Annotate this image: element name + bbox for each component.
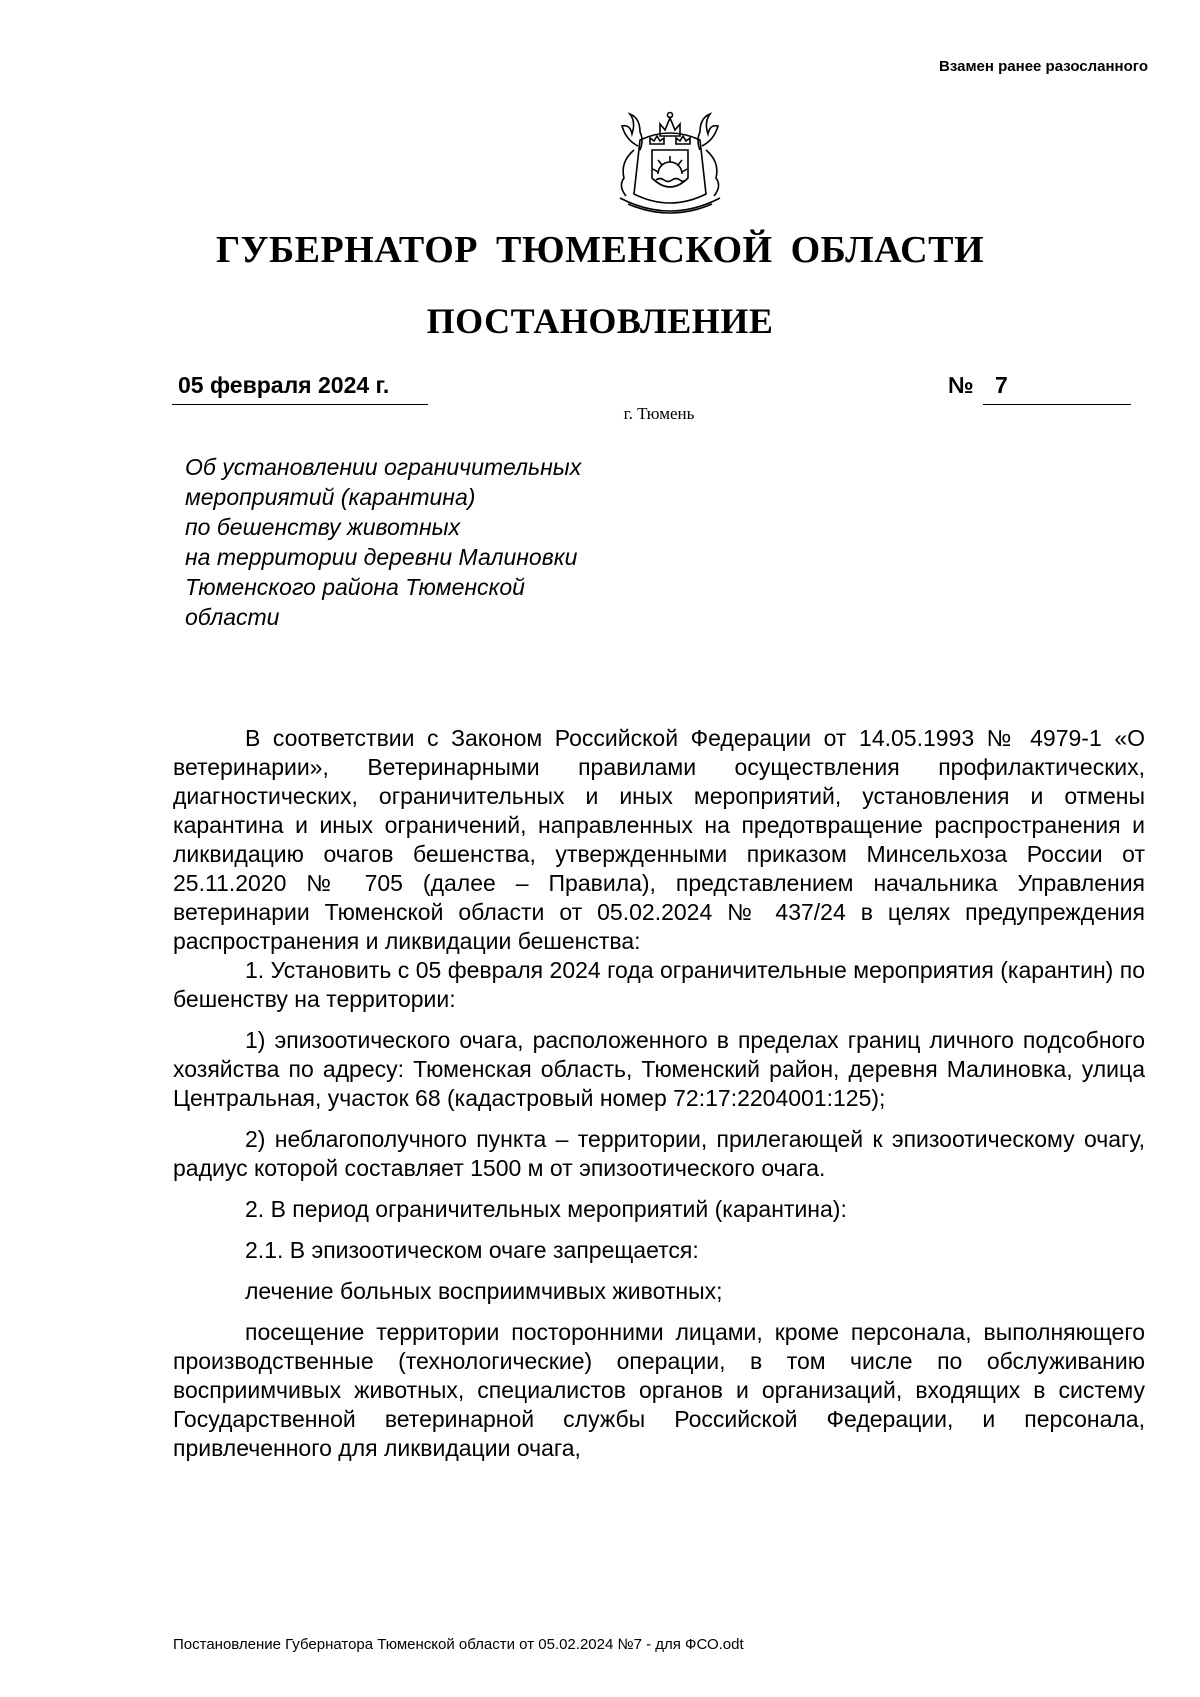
subject-line: по бешенству животных bbox=[185, 514, 461, 540]
replacement-note: Взамен ранее разосланного bbox=[939, 58, 1148, 75]
tyumen-coat-of-arms-icon bbox=[590, 106, 750, 221]
number-sign: № bbox=[948, 372, 974, 398]
body-paragraph: В соответствии с Законом Российской Федерации от 14.05.1993 № 4979-1 «О ветеринарии», Ветеринарными правилами осуществления профилактических, диагностических, ограничительных и иных мероприятий, установления и отмены карантина и иных ограничений, направленных на предотвращение распространения и ликвидацию очагов бешенства, утвержденными приказом Минсельхоза России от 25.11.2020 № 705 (далее – Правила), представлением начальника Управления ветеринарии Тюменской области от 05.02.2024 № 437/24 в целях предупреждения распространения и ликвидации бешенства: bbox=[173, 725, 1145, 954]
body-paragraph: 1. Установить с 05 февраля 2024 года ограничительные мероприятия (карантин) по бешенству на территории: bbox=[173, 957, 1145, 1012]
subject-line: Об установлении ограничительных bbox=[185, 454, 582, 480]
subject-line: области bbox=[185, 604, 280, 630]
document-number: 7 bbox=[995, 372, 1008, 398]
file-footer: Постановление Губернатора Тюменской области от 05.02.2024 №7 - для ФСО.odt bbox=[173, 1636, 744, 1653]
document-subject bbox=[185, 452, 685, 632]
subject-line: на территории деревни Малиновки bbox=[185, 544, 578, 570]
body-paragraph: лечение больных восприимчивых животных; bbox=[245, 1278, 723, 1304]
body-paragraph: 2) неблагополучного пункта – территории, прилегающей к эпизоотическому очагу, радиус которой составляет 1500 м от эпизоотического очага. bbox=[173, 1126, 1145, 1181]
date-field bbox=[172, 372, 428, 405]
body-paragraph: посещение территории посторонними лицами, кроме персонала, выполняющего производственные (технологические) операции, в том числе по обслуживанию восприимчивых животных, специалистов органов и организаций, входящих в систему Государственной ветеринарной службы Российской Федерации, и персонала, привлеченного для ликвидации очага, bbox=[173, 1319, 1145, 1461]
number-field bbox=[983, 372, 1131, 405]
document-body bbox=[173, 724, 1145, 1463]
authority-title: ГУБЕРНАТОР ТЮМЕНСКОЙ ОБЛАСТИ bbox=[215, 229, 985, 271]
subject-line: Тюменского района Тюменской bbox=[185, 574, 525, 600]
document-date: 05 февраля 2024 г. bbox=[178, 372, 390, 398]
document-type-title: ПОСТАНОВЛЕНИЕ bbox=[426, 301, 774, 341]
subject-line: мероприятий (карантина) bbox=[185, 484, 476, 510]
body-paragraph: 2. В период ограничительных мероприятий (карантина): bbox=[245, 1196, 847, 1222]
body-paragraph: 1) эпизоотического очага, расположенного в пределах границ личного подсобного хозяйства по адресу: Тюменская область, Тюменский район, деревня Малиновка, улица Центральная, участок 68 (кадастровый номер 72:17:2204001:125); bbox=[173, 1027, 1145, 1111]
city-label: г. Тюмень bbox=[623, 404, 695, 423]
body-paragraph: 2.1. В эпизоотическом очаге запрещается: bbox=[245, 1237, 699, 1263]
